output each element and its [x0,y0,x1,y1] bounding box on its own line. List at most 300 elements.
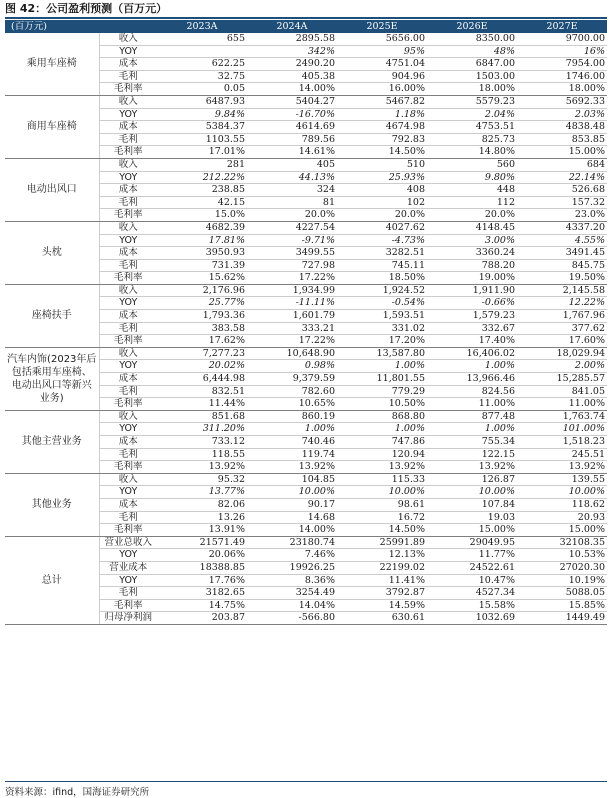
value-cell: 23180.74 [247,536,337,549]
value-cell: 90.17 [247,498,337,511]
value-cell: 13.92% [247,461,337,474]
value-cell: 12.22% [517,297,607,310]
value-cell: 95% [337,45,427,58]
value-cell: 4751.04 [337,58,427,71]
value-cell: 15,285.57 [517,373,607,386]
value-cell: 755.34 [427,436,517,449]
value-cell: 1503.00 [427,70,517,83]
table-row [5,33,607,45]
value-cell: 20.0% [247,209,337,222]
header-row [5,20,607,33]
value-cell: 779.29 [337,385,427,398]
profit-forecast-table [5,20,607,625]
value-cell: 32108.35 [517,536,607,549]
value-cell: 9.84% [157,108,247,121]
row-label: YOY [99,574,157,587]
value-cell: 622.25 [157,58,247,71]
value-cell: 3254.49 [247,587,337,600]
row-label: 毛利率 [99,335,157,348]
value-cell: 118.55 [157,448,247,461]
value-cell: 9700.00 [517,33,607,45]
value-cell: 1032.69 [427,612,517,625]
value-cell: 10.53% [517,549,607,562]
value-cell: 747.86 [337,436,427,449]
value-cell: 3360.24 [427,247,517,260]
value-cell: 4614.69 [247,121,337,134]
value-cell: 22.14% [517,171,607,184]
value-cell: 14.75% [157,599,247,612]
value-cell: 14.68 [247,511,337,524]
row-label: 毛利 [99,133,157,146]
value-cell: 115.33 [337,473,427,486]
value-cell: 107.84 [427,498,517,511]
segment-name: 电动出风口 [5,158,99,221]
value-cell: 5384.37 [157,121,247,134]
value-cell: 15.00% [427,524,517,537]
row-label: YOY [99,297,157,310]
value-cell: -566.80 [247,612,337,625]
year-header: 2026E [427,20,517,33]
value-cell: 20.0% [427,209,517,222]
value-cell: 3950.93 [157,247,247,260]
value-cell: 15.00% [517,146,607,159]
value-cell: 13,966.46 [427,373,517,386]
value-cell: 82.06 [157,498,247,511]
value-cell: 245.51 [517,448,607,461]
value-cell: 8350.00 [427,33,517,45]
value-cell: 13.91% [157,524,247,537]
figure-title: 图 42：公司盈利预测（百万元） [5,2,168,15]
value-cell: 27020.30 [517,561,607,574]
row-label: 归母净利润 [99,612,157,625]
value-cell: 4753.51 [427,121,517,134]
value-cell: 104.85 [247,473,337,486]
value-cell: 526.68 [517,184,607,197]
row-label: 毛利 [99,448,157,461]
value-cell: 48% [427,45,517,58]
row-label: 毛利 [99,70,157,83]
value-cell: 18.00% [427,83,517,96]
value-cell: 32.75 [157,70,247,83]
value-cell: 13.26 [157,511,247,524]
value-cell: 408 [337,184,427,197]
value-cell: 10.00% [337,486,427,499]
row-label: 毛利 [99,259,157,272]
value-cell: 10,648.90 [247,347,337,360]
value-cell: 3182.65 [157,587,247,600]
value-cell: 126.87 [427,473,517,486]
value-cell: 1,793.36 [157,310,247,323]
value-cell: 2895.58 [247,33,337,45]
row-label: 毛利率 [99,209,157,222]
value-cell: 15.58% [427,599,517,612]
value-cell: 15.85% [517,599,607,612]
value-cell: 560 [427,158,517,171]
value-cell: 377.62 [517,322,607,335]
row-label: 收入 [99,284,157,297]
year-header: 2027E [517,20,607,33]
row-label: 营业总收入 [99,536,157,549]
value-cell: 18,029.94 [517,347,607,360]
value-cell: 98.61 [337,498,427,511]
value-cell: 17.76% [157,574,247,587]
value-cell: 10.47% [427,574,517,587]
value-cell: 655 [157,33,247,45]
value-cell: 5467.82 [337,95,427,108]
row-label: 成本 [99,58,157,71]
value-cell: 122.15 [427,448,517,461]
value-cell: 157.32 [517,196,607,209]
value-cell: 851.68 [157,410,247,423]
value-cell: 1.18% [337,108,427,121]
value-cell: 1,934.99 [247,284,337,297]
value-cell: 5656.00 [337,33,427,45]
value-cell: 20.93 [517,511,607,524]
value-cell: 19926.25 [247,561,337,574]
value-cell: 5692.33 [517,95,607,108]
value-cell: 10.00% [247,486,337,499]
row-label: 收入 [99,95,157,108]
row-label: YOY [99,234,157,247]
value-cell: 1.00% [337,360,427,373]
value-cell: 14.50% [337,524,427,537]
segment-name: 头枕 [5,221,99,284]
value-cell: 11.44% [157,398,247,411]
value-cell: 18.00% [517,83,607,96]
value-cell: 332.67 [427,322,517,335]
row-label: 成本 [99,247,157,260]
value-cell [157,45,247,58]
value-cell: 44.13% [247,171,337,184]
segment-name: 座椅扶手 [5,284,99,347]
value-cell: 1746.00 [517,70,607,83]
year-header: 2024A [247,20,337,33]
row-label: YOY [99,108,157,121]
value-cell: 2490.20 [247,58,337,71]
value-cell: 14.00% [247,524,337,537]
row-label: 毛利 [99,587,157,600]
value-cell: 23.0% [517,209,607,222]
value-cell: 14.59% [337,599,427,612]
value-cell: 1,924.52 [337,284,427,297]
value-cell: 832.51 [157,385,247,398]
value-cell: 13.77% [157,486,247,499]
value-cell: 13.92% [157,461,247,474]
row-label: 毛利率 [99,599,157,612]
value-cell: 860.19 [247,410,337,423]
row-label: YOY [99,171,157,184]
value-cell: 788.20 [427,259,517,272]
value-cell: 14.61% [247,146,337,159]
value-cell: 7,277.23 [157,347,247,360]
value-cell: 16% [517,45,607,58]
row-label: 收入 [99,33,157,45]
value-cell: 11,801.55 [337,373,427,386]
value-cell: 95.32 [157,473,247,486]
row-label: 成本 [99,373,157,386]
value-cell: 405.38 [247,70,337,83]
value-cell: 877.48 [427,410,517,423]
value-cell: 1,911.90 [427,284,517,297]
value-cell: 17.60% [517,335,607,348]
row-label: YOY [99,423,157,436]
value-cell: -0.54% [337,297,427,310]
value-cell: -16.70% [247,108,337,121]
row-label: 成本 [99,184,157,197]
value-cell: 5088.05 [517,587,607,600]
value-cell: 19.50% [517,272,607,285]
value-cell: 0.98% [247,360,337,373]
value-cell: 10.65% [247,398,337,411]
value-cell: 825.73 [427,133,517,146]
value-cell: 2,145.58 [517,284,607,297]
row-label: 收入 [99,158,157,171]
value-cell: -0.66% [427,297,517,310]
value-cell: 0.05 [157,83,247,96]
row-label: 毛利率 [99,146,157,159]
value-cell: 12.13% [337,549,427,562]
value-cell: 13.92% [337,461,427,474]
value-cell: 13.92% [427,461,517,474]
table-row [5,473,607,486]
value-cell: 2.03% [517,108,607,121]
value-cell: 1,579.23 [427,310,517,323]
row-label: 毛利 [99,385,157,398]
value-cell: 727.98 [247,259,337,272]
value-cell: 17.22% [247,272,337,285]
row-label: 成本 [99,121,157,134]
value-cell: 10.00% [517,486,607,499]
value-cell: 2.00% [517,360,607,373]
value-cell: 20.06% [157,549,247,562]
value-cell: 904.96 [337,70,427,83]
value-cell: 25.77% [157,297,247,310]
row-label: 收入 [99,410,157,423]
value-cell: 6847.00 [427,58,517,71]
value-cell: 21571.49 [157,536,247,549]
value-cell: 789.56 [247,133,337,146]
value-cell: 1449.49 [517,612,607,625]
value-cell: 5404.27 [247,95,337,108]
value-cell: 868.80 [337,410,427,423]
value-cell: 16.72 [337,511,427,524]
value-cell: 14.04% [247,599,337,612]
value-cell: 10.00% [427,486,517,499]
value-cell: 42.15 [157,196,247,209]
value-cell: 17.22% [247,335,337,348]
table-row [5,221,607,234]
value-cell: 324 [247,184,337,197]
value-cell: 1.00% [427,423,517,436]
value-cell: 1,763.74 [517,410,607,423]
segment-name: 其他业务 [5,473,99,536]
value-cell: 25.93% [337,171,427,184]
table-row [5,536,607,549]
value-cell: 3282.51 [337,247,427,260]
title-rule [5,17,607,19]
value-cell: 17.40% [427,335,517,348]
value-cell: 139.55 [517,473,607,486]
value-cell: 238.85 [157,184,247,197]
value-cell: 24522.61 [427,561,517,574]
row-label: 毛利 [99,322,157,335]
value-cell: 11.41% [337,574,427,587]
value-cell: 4337.20 [517,221,607,234]
value-cell: 212.22% [157,171,247,184]
row-label: 收入 [99,221,157,234]
value-cell: 15.62% [157,272,247,285]
value-cell: 10.19% [517,574,607,587]
value-cell: 4838.48 [517,121,607,134]
value-cell: 9.80% [427,171,517,184]
year-header: 2023A [157,20,247,33]
value-cell: 405 [247,158,337,171]
value-cell: 20.0% [337,209,427,222]
value-cell: 119.74 [247,448,337,461]
row-label: 成本 [99,310,157,323]
row-label: YOY [99,549,157,562]
row-label: 毛利 [99,511,157,524]
value-cell: 15.00% [517,524,607,537]
value-cell: 17.81% [157,234,247,247]
value-cell: 101.00% [517,423,607,436]
value-cell: 448 [427,184,517,197]
value-cell: 13.92% [517,461,607,474]
row-label: YOY [99,45,157,58]
value-cell: 782.60 [247,385,337,398]
row-label: 收入 [99,473,157,486]
segment-name: 其他主营业务 [5,410,99,473]
value-cell: 5579.23 [427,95,517,108]
row-label: 成本 [99,436,157,449]
value-cell: 10.50% [337,398,427,411]
value-cell: 17.62% [157,335,247,348]
value-cell: 15.0% [157,209,247,222]
value-cell: 18.50% [337,272,427,285]
value-cell: 11.77% [427,549,517,562]
bottom-rule [5,781,607,782]
value-cell: 383.58 [157,322,247,335]
row-label: 营业成本 [99,561,157,574]
value-cell: 853.85 [517,133,607,146]
value-cell: 4227.54 [247,221,337,234]
value-cell: 1.00% [427,360,517,373]
value-cell: 118.62 [517,498,607,511]
value-cell: 1,518.23 [517,436,607,449]
value-cell: 731.39 [157,259,247,272]
value-cell: 11.00% [427,398,517,411]
row-label: YOY [99,360,157,373]
value-cell: 740.46 [247,436,337,449]
value-cell: 333.21 [247,322,337,335]
value-cell: 16.00% [337,83,427,96]
value-cell: 4148.45 [427,221,517,234]
source-note: 资料来源：ifind，国海证券研究所 [5,787,150,798]
value-cell: 1.00% [337,423,427,436]
value-cell: 3499.55 [247,247,337,260]
value-cell: 331.02 [337,322,427,335]
value-cell: 11.00% [517,398,607,411]
value-cell: 841.05 [517,385,607,398]
table-row [5,284,607,297]
value-cell: 13,587.80 [337,347,427,360]
year-header: 2025E [337,20,427,33]
value-cell: 22199.02 [337,561,427,574]
value-cell: 745.11 [337,259,427,272]
value-cell: 9,379.59 [247,373,337,386]
value-cell: 1,593.51 [337,310,427,323]
value-cell: 17.01% [157,146,247,159]
value-cell: 25991.89 [337,536,427,549]
row-label: 毛利率 [99,524,157,537]
value-cell: -9.71% [247,234,337,247]
value-cell: 1.00% [247,423,337,436]
value-cell: 510 [337,158,427,171]
value-cell: 4.55% [517,234,607,247]
value-cell: 1,601.79 [247,310,337,323]
value-cell: 17.20% [337,335,427,348]
table-row [5,347,607,360]
row-label: 毛利率 [99,398,157,411]
value-cell: 4027.62 [337,221,427,234]
value-cell: 3.00% [427,234,517,247]
value-cell: 281 [157,158,247,171]
value-cell: 4674.98 [337,121,427,134]
value-cell: 7.46% [247,549,337,562]
value-cell: 1103.55 [157,133,247,146]
value-cell: 792.83 [337,133,427,146]
value-cell: 102 [337,196,427,209]
value-cell: 19.03 [427,511,517,524]
value-cell: 824.56 [427,385,517,398]
value-cell: 4527.34 [427,587,517,600]
segment-name: 乘用车座椅 [5,33,99,95]
value-cell: 81 [247,196,337,209]
label-header [99,20,157,33]
table-row [5,95,607,108]
value-cell: 18388.85 [157,561,247,574]
value-cell: 3792.87 [337,587,427,600]
value-cell: 112 [427,196,517,209]
value-cell: 2,176.96 [157,284,247,297]
profit-forecast-table-container [5,20,607,625]
row-label: YOY [99,486,157,499]
value-cell: 120.94 [337,448,427,461]
value-cell: 203.87 [157,612,247,625]
value-cell: 311.20% [157,423,247,436]
row-label: 毛利率 [99,461,157,474]
value-cell: 6,444.98 [157,373,247,386]
value-cell: 8.36% [247,574,337,587]
unit-header: (百万元) [5,20,99,33]
value-cell: 20.02% [157,360,247,373]
row-label: 收入 [99,347,157,360]
value-cell: 14.80% [427,146,517,159]
table-row [5,410,607,423]
segment-name: 总计 [5,536,99,624]
value-cell: 733.12 [157,436,247,449]
row-label: 毛利率 [99,272,157,285]
segment-name: 汽车内饰(2023年后包括乘用车座椅、电动出风口等新兴业务) [5,347,99,410]
value-cell: -11.11% [247,297,337,310]
value-cell: 342% [247,45,337,58]
value-cell: -4.73% [337,234,427,247]
segment-name: 商用车座椅 [5,95,99,158]
table-row [5,158,607,171]
value-cell: 845.75 [517,259,607,272]
table-body [5,33,607,624]
value-cell: 6487.93 [157,95,247,108]
